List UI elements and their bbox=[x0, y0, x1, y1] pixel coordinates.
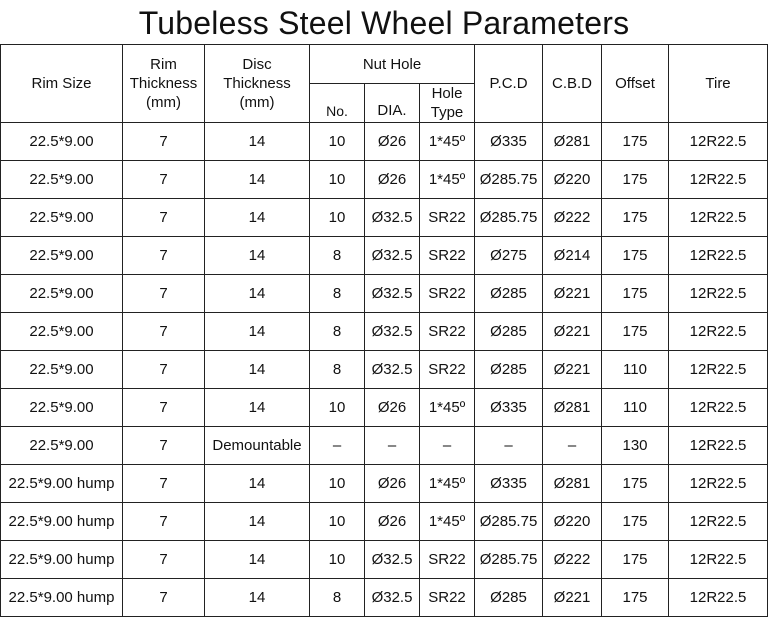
table-row bbox=[1, 161, 768, 199]
cell-offset: 175 bbox=[602, 275, 669, 313]
cell-offset: 110 bbox=[602, 351, 669, 389]
header-rim-size: Rim Size bbox=[1, 45, 123, 123]
cell-rim-size: 22.5*9.00 bbox=[1, 161, 123, 199]
cell-nut-hole-no: 8 bbox=[310, 275, 365, 313]
header-cbd: C.B.D bbox=[543, 45, 602, 123]
header-hole-type bbox=[420, 84, 475, 123]
cell-cbd: – bbox=[543, 427, 602, 465]
cell-nut-hole-dia: – bbox=[365, 427, 420, 465]
header-rim-thickness-line3: (mm) bbox=[146, 94, 181, 111]
cell-hole-type: SR22 bbox=[420, 237, 475, 275]
cell-nut-hole-no: 10 bbox=[310, 161, 365, 199]
cell-hole-type: – bbox=[420, 427, 475, 465]
cell-disc-thickness: 14 bbox=[205, 161, 310, 199]
table-row bbox=[1, 465, 768, 503]
cell-nut-hole-no: 10 bbox=[310, 123, 365, 161]
cell-tire: 12R22.5 bbox=[669, 389, 768, 427]
header-pcd: P.C.D bbox=[475, 45, 543, 123]
cell-pcd: Ø285.75 bbox=[475, 161, 543, 199]
header-disc-thickness-line3: (mm) bbox=[239, 94, 275, 111]
table-row bbox=[1, 427, 768, 465]
cell-cbd: Ø281 bbox=[543, 123, 602, 161]
cell-tire: 12R22.5 bbox=[669, 427, 768, 465]
cell-cbd: Ø221 bbox=[543, 275, 602, 313]
header-disc-thickness bbox=[205, 45, 310, 123]
cell-offset: 130 bbox=[602, 427, 669, 465]
cell-nut-hole-dia: Ø32.5 bbox=[365, 199, 420, 237]
cell-nut-hole-no: 10 bbox=[310, 503, 365, 541]
cell-nut-hole-dia: Ø32.5 bbox=[365, 579, 420, 617]
cell-rim-thickness: 7 bbox=[123, 503, 205, 541]
cell-pcd: Ø285 bbox=[475, 275, 543, 313]
table-row bbox=[1, 351, 768, 389]
table-body bbox=[1, 123, 768, 617]
cell-rim-size: 22.5*9.00 hump bbox=[1, 541, 123, 579]
cell-disc-thickness: 14 bbox=[205, 199, 310, 237]
cell-nut-hole-no: 10 bbox=[310, 199, 365, 237]
cell-nut-hole-no: 8 bbox=[310, 313, 365, 351]
cell-nut-hole-dia: Ø32.5 bbox=[365, 351, 420, 389]
header-rim-thickness bbox=[123, 45, 205, 123]
cell-offset: 175 bbox=[602, 465, 669, 503]
cell-cbd: Ø222 bbox=[543, 199, 602, 237]
table-row bbox=[1, 275, 768, 313]
table-row bbox=[1, 237, 768, 275]
table-row bbox=[1, 199, 768, 237]
cell-nut-hole-no: 10 bbox=[310, 465, 365, 503]
cell-rim-size: 22.5*9.00 bbox=[1, 199, 123, 237]
header-rim-thickness-line2: Thickness bbox=[129, 75, 198, 92]
cell-cbd: Ø214 bbox=[543, 237, 602, 275]
header-disc-thickness-line2: Thickness bbox=[223, 75, 291, 92]
cell-pcd: Ø335 bbox=[475, 123, 543, 161]
cell-rim-thickness: 7 bbox=[123, 199, 205, 237]
cell-offset: 175 bbox=[602, 123, 669, 161]
cell-rim-size: 22.5*9.00 bbox=[1, 313, 123, 351]
cell-rim-size: 22.5*9.00 hump bbox=[1, 579, 123, 617]
cell-rim-thickness: 7 bbox=[123, 427, 205, 465]
cell-offset: 175 bbox=[602, 199, 669, 237]
cell-rim-thickness: 7 bbox=[123, 389, 205, 427]
cell-nut-hole-dia: Ø32.5 bbox=[365, 237, 420, 275]
cell-nut-hole-dia: Ø32.5 bbox=[365, 275, 420, 313]
table-row bbox=[1, 389, 768, 427]
cell-offset: 175 bbox=[602, 237, 669, 275]
table-row bbox=[1, 313, 768, 351]
cell-disc-thickness: 14 bbox=[205, 389, 310, 427]
header-nut-hole: Nut Hole bbox=[310, 45, 475, 84]
cell-tire: 12R22.5 bbox=[669, 351, 768, 389]
cell-disc-thickness: 14 bbox=[205, 503, 310, 541]
cell-nut-hole-no: 10 bbox=[310, 389, 365, 427]
cell-tire: 12R22.5 bbox=[669, 465, 768, 503]
cell-tire: 12R22.5 bbox=[669, 579, 768, 617]
cell-nut-hole-dia: Ø32.5 bbox=[365, 313, 420, 351]
cell-cbd: Ø220 bbox=[543, 161, 602, 199]
cell-tire: 12R22.5 bbox=[669, 199, 768, 237]
cell-tire: 12R22.5 bbox=[669, 541, 768, 579]
cell-rim-size: 22.5*9.00 bbox=[1, 275, 123, 313]
table-row bbox=[1, 541, 768, 579]
header-dia: DIA. bbox=[365, 84, 420, 123]
header-hole-type-line2: Type bbox=[430, 104, 464, 121]
header-no: No. bbox=[310, 84, 365, 123]
cell-hole-type: 1*45º bbox=[420, 161, 475, 199]
cell-rim-thickness: 7 bbox=[123, 465, 205, 503]
cell-rim-thickness: 7 bbox=[123, 541, 205, 579]
cell-pcd: Ø285.75 bbox=[475, 503, 543, 541]
cell-hole-type: 1*45º bbox=[420, 503, 475, 541]
cell-rim-thickness: 7 bbox=[123, 237, 205, 275]
cell-pcd: – bbox=[475, 427, 543, 465]
page-title: Tubeless Steel Wheel Parameters bbox=[138, 5, 630, 41]
cell-cbd: Ø221 bbox=[543, 579, 602, 617]
cell-pcd: Ø285.75 bbox=[475, 541, 543, 579]
cell-offset: 175 bbox=[602, 579, 669, 617]
cell-disc-thickness: 14 bbox=[205, 237, 310, 275]
cell-nut-hole-no: – bbox=[310, 427, 365, 465]
cell-rim-size: 22.5*9.00 bbox=[1, 123, 123, 161]
cell-disc-thickness: 14 bbox=[205, 313, 310, 351]
cell-hole-type: 1*45º bbox=[420, 465, 475, 503]
cell-hole-type: SR22 bbox=[420, 579, 475, 617]
cell-nut-hole-no: 8 bbox=[310, 351, 365, 389]
cell-offset: 175 bbox=[602, 161, 669, 199]
cell-pcd: Ø335 bbox=[475, 389, 543, 427]
header-offset: Offset bbox=[602, 45, 669, 123]
cell-disc-thickness: 14 bbox=[205, 579, 310, 617]
cell-pcd: Ø285 bbox=[475, 313, 543, 351]
cell-nut-hole-dia: Ø26 bbox=[365, 161, 420, 199]
table-row bbox=[1, 503, 768, 541]
cell-nut-hole-no: 10 bbox=[310, 541, 365, 579]
cell-tire: 12R22.5 bbox=[669, 503, 768, 541]
cell-nut-hole-dia: Ø26 bbox=[365, 389, 420, 427]
table-row bbox=[1, 579, 768, 617]
cell-nut-hole-dia: Ø32.5 bbox=[365, 541, 420, 579]
cell-tire: 12R22.5 bbox=[669, 161, 768, 199]
cell-pcd: Ø285.75 bbox=[475, 199, 543, 237]
cell-disc-thickness: 14 bbox=[205, 541, 310, 579]
cell-hole-type: SR22 bbox=[420, 313, 475, 351]
cell-nut-hole-no: 8 bbox=[310, 237, 365, 275]
cell-rim-thickness: 7 bbox=[123, 313, 205, 351]
cell-disc-thickness: 14 bbox=[205, 123, 310, 161]
cell-hole-type: 1*45º bbox=[420, 389, 475, 427]
cell-pcd: Ø275 bbox=[475, 237, 543, 275]
cell-tire: 12R22.5 bbox=[669, 275, 768, 313]
cell-offset: 175 bbox=[602, 503, 669, 541]
cell-pcd: Ø335 bbox=[475, 465, 543, 503]
cell-pcd: Ø285 bbox=[475, 351, 543, 389]
cell-pcd: Ø285 bbox=[475, 579, 543, 617]
cell-offset: 175 bbox=[602, 541, 669, 579]
cell-hole-type: SR22 bbox=[420, 541, 475, 579]
cell-hole-type: SR22 bbox=[420, 351, 475, 389]
cell-cbd: Ø281 bbox=[543, 465, 602, 503]
cell-rim-size: 22.5*9.00 hump bbox=[1, 503, 123, 541]
cell-hole-type: SR22 bbox=[420, 275, 475, 313]
table-header bbox=[1, 45, 768, 123]
cell-cbd: Ø221 bbox=[543, 313, 602, 351]
cell-disc-thickness: 14 bbox=[205, 465, 310, 503]
cell-rim-thickness: 7 bbox=[123, 161, 205, 199]
cell-rim-thickness: 7 bbox=[123, 351, 205, 389]
cell-nut-hole-dia: Ø26 bbox=[365, 503, 420, 541]
cell-cbd: Ø220 bbox=[543, 503, 602, 541]
cell-nut-hole-dia: Ø26 bbox=[365, 123, 420, 161]
header-hole-type-line1: Hole bbox=[431, 85, 463, 102]
cell-tire: 12R22.5 bbox=[669, 237, 768, 275]
cell-hole-type: SR22 bbox=[420, 199, 475, 237]
header-rim-thickness-line1: Rim bbox=[150, 56, 177, 73]
header-disc-thickness-line1: Disc bbox=[242, 56, 272, 73]
cell-rim-size: 22.5*9.00 bbox=[1, 389, 123, 427]
header-tire: Tire bbox=[669, 45, 768, 123]
cell-rim-size: 22.5*9.00 bbox=[1, 237, 123, 275]
cell-nut-hole-no: 8 bbox=[310, 579, 365, 617]
cell-hole-type: 1*45º bbox=[420, 123, 475, 161]
cell-disc-thickness: 14 bbox=[205, 351, 310, 389]
cell-disc-thickness: Demountable bbox=[205, 427, 310, 465]
cell-rim-thickness: 7 bbox=[123, 123, 205, 161]
cell-offset: 110 bbox=[602, 389, 669, 427]
cell-rim-thickness: 7 bbox=[123, 579, 205, 617]
cell-offset: 175 bbox=[602, 313, 669, 351]
cell-tire: 12R22.5 bbox=[669, 313, 768, 351]
cell-tire: 12R22.5 bbox=[669, 123, 768, 161]
cell-cbd: Ø281 bbox=[543, 389, 602, 427]
cell-rim-thickness: 7 bbox=[123, 275, 205, 313]
cell-cbd: Ø221 bbox=[543, 351, 602, 389]
cell-rim-size: 22.5*9.00 hump bbox=[1, 465, 123, 503]
cell-disc-thickness: 14 bbox=[205, 275, 310, 313]
cell-rim-size: 22.5*9.00 bbox=[1, 351, 123, 389]
cell-nut-hole-dia: Ø26 bbox=[365, 465, 420, 503]
table-row bbox=[1, 123, 768, 161]
cell-rim-size: 22.5*9.00 bbox=[1, 427, 123, 465]
cell-cbd: Ø222 bbox=[543, 541, 602, 579]
wheel-parameters-table bbox=[0, 44, 768, 617]
